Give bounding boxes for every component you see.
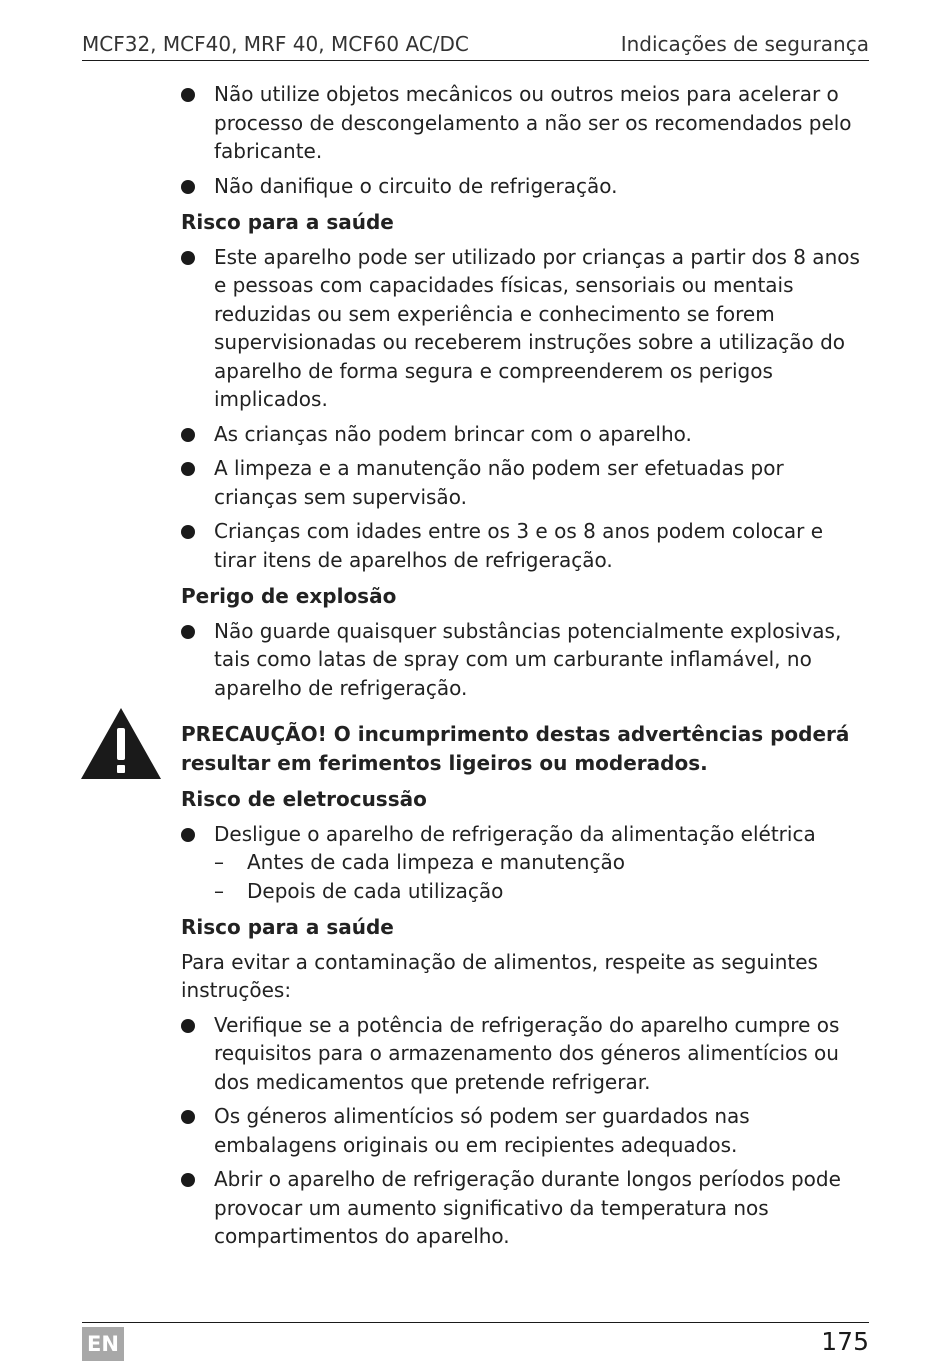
list-item-text: A limpeza e a manutenção não podem ser efetuadas por crianças sem supervisão. — [214, 456, 784, 509]
list-item-text: Os géneros alimentícios só podem ser guardados nas embalagens originais ou em recipientes adequados. — [214, 1104, 750, 1157]
list-item — [181, 420, 871, 449]
page-header — [82, 30, 869, 61]
sub-list-item — [214, 848, 871, 877]
list-item-text: Não utilize objetos mecânicos ou outros meios para acelerar o processo de descongelamento a não ser os recomendados pelo fabricante. — [214, 82, 852, 163]
list-item-text: As crianças não podem brincar com o aparelho. — [214, 421, 692, 446]
bullet-icon — [181, 1173, 195, 1187]
list-item-text: Verifique se a potência de refrigeração do aparelho cumpre os requisitos para o armazenamento dos géneros alimentícios ou dos medicamentos que pretende refrigerar. — [214, 1012, 840, 1094]
sub-list-item-text: Depois de cada utilização — [247, 878, 504, 903]
list-item-text: Crianças com idades entre os 3 e os 8 anos podem colocar e tirar itens de aparelhos de refrigeração. — [214, 519, 824, 572]
health-intro: Para evitar a contaminação de alimentos, respeite as seguintes instruções: — [181, 949, 818, 1002]
bullet-icon — [181, 1110, 195, 1124]
list-item-text: Abrir o aparelho de refrigeração durante longos períodos pode provocar um aumento significativo da temperatura nos compartimentos do aparelho. — [214, 1167, 841, 1248]
explosion-list — [181, 617, 871, 703]
dash-icon: – — [214, 878, 224, 903]
dash-icon: – — [214, 850, 224, 874]
list-item — [181, 454, 871, 511]
language-badge: EN — [82, 1327, 124, 1361]
bullet-icon — [181, 525, 195, 539]
page-footer — [82, 1322, 869, 1363]
section-heading-health: Risco para a saúde — [181, 210, 394, 234]
bullet-icon — [181, 88, 195, 102]
list-item — [181, 1102, 871, 1159]
header-models: MCF32, MCF40, MRF 40, MCF60 AC/DC — [82, 32, 469, 56]
list-item — [181, 1165, 871, 1251]
sub-list-item-text: Antes de cada limpeza e manutenção — [247, 850, 625, 874]
bullet-icon — [181, 462, 195, 476]
list-item — [181, 172, 871, 201]
list-item — [181, 517, 871, 574]
defrost-list — [181, 80, 871, 200]
header-section-title: Indicações de segurança — [620, 32, 869, 56]
bullet-icon — [181, 428, 195, 442]
bullet-icon — [181, 1019, 195, 1033]
section-heading-health: Risco para a saúde — [181, 915, 394, 939]
page-number: 175 — [821, 1327, 869, 1356]
electrocution-list — [181, 820, 871, 906]
food-list — [181, 1011, 871, 1251]
bullet-icon — [181, 251, 195, 265]
section-heading-electrocution: Risco de eletrocussão — [181, 787, 427, 811]
health-list — [181, 243, 871, 575]
list-item-text: Não danifique o circuito de refrigeração. — [214, 173, 618, 198]
list-item-text: Este aparelho pode ser utilizado por crianças a partir dos 8 anos e pessoas com capacidades físicas, sensoriais ou mentais reduzidas ou sem experiência e conhecimento se forem supervisionadas ou receberem instruções sobre a utilização do aparelho de forma segura e compreenderem os perigos implicados. — [214, 244, 860, 411]
list-item-text: Não guarde quaisquer substâncias potencialmente explosivas, tais como latas de spray com um carburante inflamável, no aparelho de refrigeração. — [214, 618, 842, 700]
caution-warning: PRECAUÇÃO! O incumprimento destas advertências poderá resultar em ferimentos ligeiros ou moderados. — [181, 722, 850, 775]
list-item — [181, 617, 871, 703]
section-heading-explosion: Perigo de explosão — [181, 584, 397, 608]
bullet-icon — [181, 828, 195, 842]
list-item — [181, 820, 871, 906]
bullet-icon — [181, 180, 195, 194]
list-item — [181, 80, 871, 166]
page-content — [181, 80, 871, 1257]
list-item — [181, 243, 871, 414]
list-item-text: Desligue o aparelho de refrigeração da alimentação elétrica — [214, 821, 816, 846]
warning-triangle-icon — [80, 706, 162, 780]
sub-list — [214, 848, 871, 905]
list-item — [181, 1011, 871, 1097]
sub-list-item — [214, 877, 871, 906]
bullet-icon — [181, 625, 195, 639]
